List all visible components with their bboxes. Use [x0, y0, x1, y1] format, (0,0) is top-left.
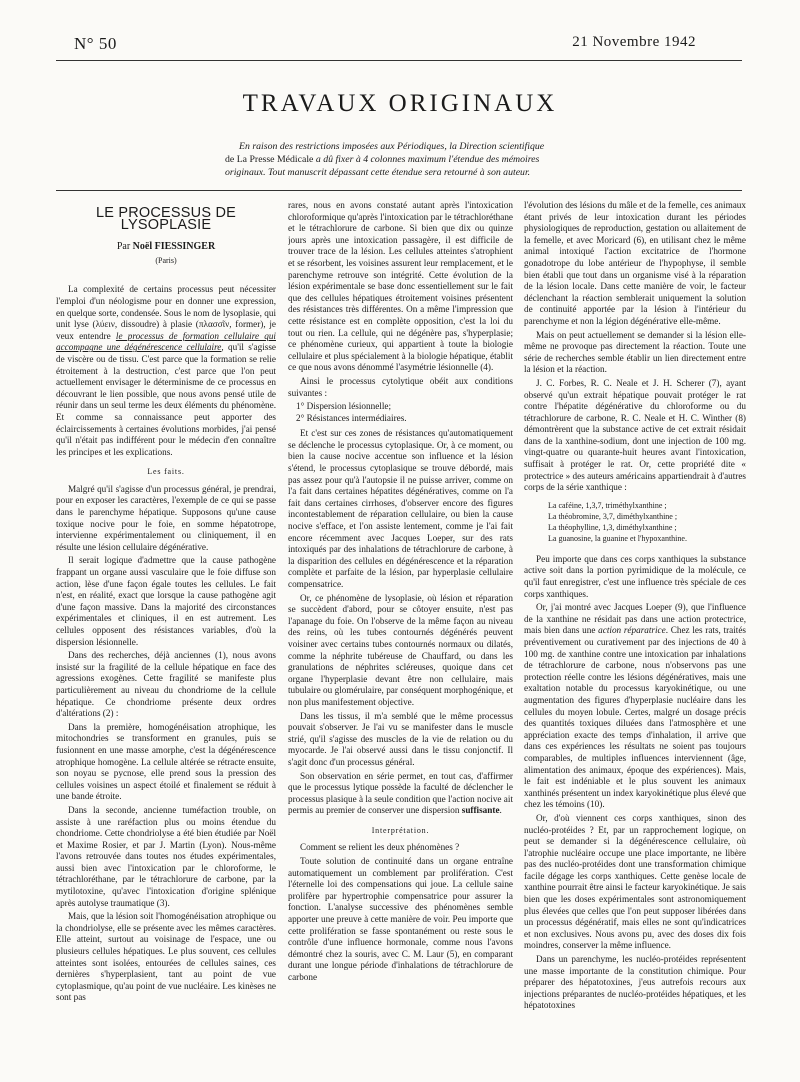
notice-line-1: En raison des restrictions imposées aux Périodiques, la Direction scientifique: [239, 141, 545, 152]
paragraph: [56, 284, 276, 458]
paragraph: Dans la seconde, ancienne tuméfaction trouble, on assiste à une raréfaction plus ou moins étendue du chondriome. Cette chondriolyse a été bien étudiée par Noël et Maxime Rosier, et par J. Martin (Lyon). Nous-même l'avons retrouvée dans toutes nos études expérimentales, aussi bien avec l'intoxication par le chloroforme, le tétrachloréthane, par le tétrachlorure de carbone, par la mytilotoxine, qu'avec l'intoxication d'origine splénique après autolyse traumatique (3).: [56, 804, 276, 908]
paragraph: Dans la première, homogénéisation atrophique, les mitochondries se transforment en granules, puis se fusionnent en une masse amorphe, c'est la dégénérescence atrophique homogène. La cellule altérée se rétracte ensuite, son noyau se pycnose, elle prend sous la pression des cellules voisines un aspect étoilé et finalement se réduit à une bande étroite.: [56, 721, 276, 802]
list-item: La guanosine, la guanine et l'hypoxanthine.: [548, 533, 687, 543]
paragraph: J. C. Forbes, R. C. Neale et J. H. Scherer (7), ayant observé qu'un extrait hépatique pouvait protéger le rat contre l'hépatite dégénérative du chloroforme ou du tétrachlorure de carbone, R. C. Neale et H. C. Winther (8) démontrèrent que la substance active de cet extrait résidait dans de la xanthine-sodium, dont une injection de 100 mg. vingt-quatre ou quarante-huit heures avant l'intoxication, suffisait à protéger le rat. Or, cette propriété dite « protectrice » des auteurs américains appartiendrait à d'autres corps de la série xanthique :: [524, 377, 746, 493]
author-place: (Paris): [155, 255, 177, 265]
issue-number: N° 50: [74, 34, 117, 53]
paragraph: Peu importe que dans ces corps xanthiques la substance active soit dans la portion pyrimidique de la molécule, ce qu'il faut enregistrer, c'est une influence très spéciale de ces corps xanthiques.: [524, 553, 746, 599]
definition-text: le processus de formation cellulaire qui accompagne une dégénérescence cellulaire: [56, 330, 276, 353]
notice-line-2-rest: a dû fixer à 4 colonnes maximum l'étendue des mémoires: [313, 154, 540, 165]
subheading-interpretation: Interprétation.: [371, 825, 430, 835]
article-title: LE PROCESSUS DE LYSOPLASIE: [96, 205, 236, 233]
paragraph-text: Son observation en série permet, en tout cas, d'affirmer que le processus lytique possède la faculté de déclencher le processus plasique à la seule condition que l'action nocive ait permis au premier de conserver une dispersion: [288, 770, 513, 816]
paragraph: Mais, que la lésion soit l'homogénéisation atrophique ou la chondriolyse, elle se présente avec les mêmes caractères. Elle atteint, surtout au voisinage de l'espace, une ou plusieurs cellules hépatiques. Le plus souvent, ces cellules atteintes sont isolées, entourées de cellules saines, ces dernières s'hyperplasient, tant au point de vue cytoplasmique, qu'au point de vue nucléaire. Les kinèses ne sont pas: [56, 911, 276, 1003]
paragraph: Mais on peut actuellement se demander si la lésion elle-même ne provoque pas directement la réaction. Toute une série de recherches semble établir un lien directement entre la lésion et la réaction.: [524, 329, 746, 375]
paragraph-text: Or, j'ai montré avec Jacques Loeper (9), que l'influence de la xanthine ne résidait pas dans une action protectrice, mais bien dans une: [524, 602, 746, 636]
conditions-list: [296, 401, 513, 424]
column-1: [56, 200, 276, 1060]
paragraph: l'évolution des lésions du mâle et de la femelle, ces animaux étant privés de leur intoxication durant les périodes physiologiques de reproduction, gestation ou allaitement de la femelle, et avec Moricard (6), en utilisant chez le même animal intoxiqué l'action excitatrice de l'hormone gonadotrope du lobe antérieur de l'hypophyse, il semble bien établi que tout dans un organisme visé à la réparation de la lésion locale. Dans cette manière de voir, le facteur déclenchant la réaction semblerait uniquement la solution de continuité apportée par la lésion à l'intérieur du parenchyme et non la légion dégénérative elle-même.: [524, 200, 746, 326]
list-item: La caféine, 1,3,7, triméthylxanthine ;: [548, 500, 667, 510]
paragraph: rares, nous en avons constaté autant après l'intoxication chloroformique qu'après l'intoxication par le tétrachloréthane et le tétrachlorure de carbone. Si bien que dix ou quinze jours après une intoxication passagère, il est difficile de trouver trace de la lésion. Les cellules atteintes s'atrophient et se résorbent, les voisines assurent leur remplacement, et le parenchyme retrouve son intégrité. Cette évolution de la lésion expérimentale se base donc essentiellement sur le fait que des cellules hépatiques étroitement voisines présentent des résistances très différentes. On a même l'impression que cette résistance est en complète opposition, c'est la loi du tout ou rien. La cellule, qui ne dégénère pas, s'hyperplasie; ce phénomène curieux, qui appartient à toute la biologie cellulaire et plus spécialement à la biologie hépatique, établit ce que nous avons dénommé l'asymétrie lésionnelle (4).: [288, 200, 513, 373]
paragraph-text: , qu'il s'agisse de viscère ou de tissu. C'est parce que la formation se relie étroitement à la destruction, c'est parce que l'on peut actuellement envisager le déterminisme de ce processus en découvrant le lien possible, que nous avons pensé utile de réunir dans un seul terme les deux éléments du phénomène. Et comme sa connaissance peut apporter des éclaircissements à certaines évolutions morbides, j'ai pensé qu'il n'était pas indifférent pour le médecin d'en connaître les principes et les explications.: [56, 342, 276, 457]
paragraph: Son observation en série permet, en tout cas, d'affirmer que le processus lytique possède la faculté de déclencher le processus plasique à la seule condition que l'action nocive ait permis au premier de conserver une dispersion suffisante.: [288, 770, 513, 816]
paragraph: Ainsi le processus cytolytique obéit aux conditions suivantes :: [288, 375, 513, 398]
list-item: La théophylline, 1,3, diméthylxanthine ;: [548, 522, 677, 532]
paragraph: Malgré qu'il s'agisse d'un processus général, je prendrai, pour en exposer les caractères, l'exemple de ce qui se passe dans le parenchyme hépatique. Supposons qu'une cause toxique nocive pour le foie, en somme hépatotrope, intervienne expérimentalement ou cliniquement, il en résulte une lésion cellulaire dégénérative.: [56, 483, 276, 552]
italic-term: action réparatrice: [598, 625, 666, 636]
bold-term: suffisante: [461, 805, 500, 816]
paragraph: Dans les tissus, il m'a semblé que le même processus pouvait s'observer. Je l'ai vu se manifester dans le muscle strié, qu'il s'agisse des muscles de la vie de relation ou du myocarde. Je l'ai observé aussi dans le tissu conjonctif. Il s'agit donc d'un processus général.: [288, 710, 513, 767]
paragraph: Dans un parenchyme, les nucléo-protéides représentent une masse importante de la constitution chimique. Pour préparer des hépatotoxines, j'eus autrefois recours aux injections préparantes de nucléo-protéides hépatiques, et les hépatotoxines: [524, 954, 746, 1011]
header-rule: [56, 60, 742, 61]
paragraph-text: La complexité de certains processus peut nécessiter l'emploi d'un néologisme pour en donner une expression, en quelque sorte, condensée. Sous le nom de lysoplasie, qui unit lyse (λύειν, dissoudre) à plasie (πλασσῖν, former), je veux entendre: [56, 284, 276, 341]
notice-rule: [56, 190, 742, 191]
paragraph: Or, ce phénomène de lysoplasie, où lésion et réparation se succèdent d'abord, pour se côtoyer ensuite, n'est pas l'apanage du foie. On l'observe de la même façon au niveau des reins, où les tubes contournés dégénérés peuvent voisiner avec certains tubes contournés normaux ou dilatés, comme la néphrite tubéreuse de Chauffard, ou dans les granulations de néphrites scléreuses, quoique dans cet organe l'hyperplasie devant être non cellulaire, mais tubulaire ou glomérulaire, par conséquent morphogénique, et non plus manifestement objective.: [288, 592, 513, 707]
author-name: Noël FIESSINGER: [132, 241, 216, 253]
byline-prefix: Par: [116, 241, 131, 253]
paragraph: Or, d'où viennent ces corps xanthiques, sinon des nucléo-protéides ? Et, par un rapprochement logique, on peut se demander si la dégénérescence cellulaire, où l'atrophie nucléaire occupe une place importante, ne libère pas des nucléo-protéides dont une transformation chimique facile dégage les corps xanthiques. Cette genèse locale de xanthine pourrait être ainsi le facteur karyokinétique. Je sais bien que les doses expérimentales sont astronomiquement plus élevées que celles que l'on peut supposer libérées dans un processus dégénératif, mais elles ne sont qu'indicatrices et non exclusives. Nous avons pu, avec des doses dix fois moindres, conserver la même influence.: [524, 812, 746, 951]
byline: [56, 241, 276, 253]
notice-line-2: [225, 153, 775, 166]
list-item: 1° Dispersion lésionnelle;: [296, 401, 392, 412]
issue-date: 21 Novembre 1942: [572, 34, 696, 50]
column-3: [524, 200, 746, 1070]
paragraph: Et c'est sur ces zones de résistances qu'automatiquement se déclenche le processus cytoplasique. Or, à ce moment, ou bien la cause nocive accentue son influence et la lésion s'étend, le processus cytoplasique se trouve débordé, mais pas assez pour qu'à l'autopsie il ne puisse arriver, comme on l'a fait dans certaines hépatites dégénératives, comme on l'a fait dans certaines cirrhoses, d'observer encore des figures incontestablement de réparation cellulaire, ou bien la cause nocive s'efface, et l'on assiste lentement, comme je l'ai fait encore récemment avec Jacques Loeper, sur des rats intoxiqués par des inhalations de tétrachlorure de carbone, à la disparition des cellules en dégénérescence et la réparation complète et parfaite de la lésion, par hyperplasie cellulaire compensatrice.: [288, 428, 513, 589]
paragraph: Il serait logique d'admettre que la cause pathogène frappant un organe aussi vasculaire que le foie diffuse son action, lèse d'une façon égale toutes les cellules. Le fait n'est, en réalité, exact que lorsque la cause pathogène agit d'une façon massive. Dans la majorité des circonstances expérimentales et cliniques, il en est autrement. Les cellules opposent des résistances variables, d'où la dispersion lésionnelle.: [56, 555, 276, 647]
paragraph: Dans des recherches, déjà anciennes (1), nous avons insisté sur la fragilité de la cellule hépatique en face des agressions exogènes. Cette fragilité se manifeste plus particulièrement au niveau du chondriome de la cellule hépatique. Ce chondriome présente deux ordres d'altérations (2) :: [56, 650, 276, 719]
list-item: 2° Résistances intermédiaires.: [296, 412, 407, 423]
paragraph: Toute solution de continuité dans un organe entraîne automatiquement un comblement par prolifération. C'est l'éternelle loi des compensations qui joue. La cellule saine prolifère par hypertrophie compensatrice pour assurer la fonction. L'analyse successive des phénomènes semble apporter une preuve à cette manière de voir. Peu importe que cette prolifération se fasse spontanément ou reste sous le contrôle d'une influence hormonale, comme nous l'avons démontré chez la souris, avec C. M. Laur (5), en comparant durant une longue période d'inhalations de tétrachlorure de carbone: [288, 856, 513, 982]
list-item: La théobromine, 3,7, diméthylxanthine ;: [548, 511, 678, 521]
paragraph: [524, 602, 746, 811]
xanthine-list: [548, 500, 746, 544]
paragraph-text: . Chez les rats, traités préventivement ou curativement par des injections de 40 à 100 mg. de xanthine contre une intoxication par inhalations de tétrachlorure de carbone, nous n'observons pas une protection réelle contre les lésions dégénératives, mais une exaltation notable du processus karyokinétique, ou une augmentation des figures d'hyperplasie nucléaire dans les cellules du moyen lobule. Certes, malgré un dosage précis des quantités toxiques diluées dans l'atmosphère et une appréciation exacte des temps d'inhalation, il arrive que dans ces expériences les résultats ne soient pas toujours comparables, de multiples influences interviennent (âge, alimentation des animaux, époque des expériences). Mais, le fait est indéniable et le plus souvent les animaux xanthinés présentent un index karyokinétique plus élevé que chez les témoins (10).: [524, 625, 746, 810]
section-title: TRAVAUX ORIGINAUX: [242, 90, 558, 117]
column-2: [288, 200, 513, 1065]
paragraph: Comment se relient les deux phénomènes ?: [300, 842, 460, 853]
editorial-notice: [225, 140, 775, 179]
journal-name: de La Presse Médicale: [225, 154, 314, 165]
subheading-facts: Les faits.: [147, 467, 185, 477]
notice-line-3: originaux. Tout manuscrit dépassant cette étendue sera retourné à son auteur.: [225, 167, 531, 178]
